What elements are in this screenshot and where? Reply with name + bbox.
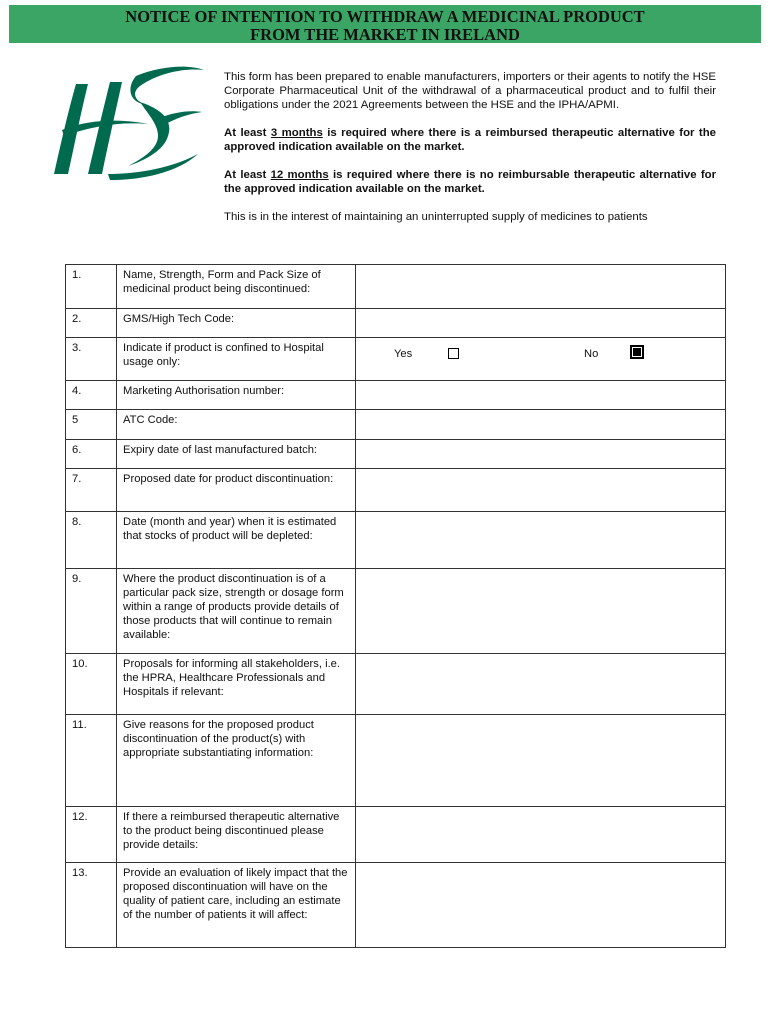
table-row bbox=[66, 265, 726, 309]
impact-evaluation-field[interactable] bbox=[356, 863, 726, 948]
atc-code-field[interactable] bbox=[356, 410, 726, 440]
table-row bbox=[66, 512, 726, 569]
table-row bbox=[66, 807, 726, 863]
row-label: Provide an evaluation of likely impact that the proposed discontinuation will have on the quality of patient care, including an estimate of the number of patients it will affect: bbox=[117, 863, 356, 948]
row-label: Where the product discontinuation is of a particular pack size, strength or dosage form within a range of products provide details of those products that will continue to remain available: bbox=[117, 569, 356, 654]
table-row bbox=[66, 469, 726, 512]
table-row bbox=[66, 715, 726, 807]
yes-checkbox[interactable] bbox=[448, 348, 459, 359]
row-label: Proposals for informing all stakeholders, i.e. the HPRA, Healthcare Professionals and Hospitals if relevant: bbox=[117, 654, 356, 715]
row-number: 10. bbox=[66, 654, 117, 715]
row-label: Proposed date for product discontinuation: bbox=[117, 469, 356, 512]
row-number: 8. bbox=[66, 512, 117, 569]
no-checkbox[interactable] bbox=[630, 345, 644, 359]
row-label: If there a reimbursed therapeutic alternative to the product being discontinued please provide details: bbox=[117, 807, 356, 863]
row-number: 1. bbox=[66, 265, 117, 309]
proposed-date-field[interactable] bbox=[356, 469, 726, 512]
row-number: 13. bbox=[66, 863, 117, 948]
table-row bbox=[66, 410, 726, 440]
title-line-2: FROM THE MARKET IN IRELAND bbox=[250, 25, 520, 44]
marketing-authorisation-field[interactable] bbox=[356, 381, 726, 410]
three-month-notice: At least 3 months is required where there is a reimbursed therapeutic alternative for the approved indication available on the market. bbox=[224, 127, 716, 153]
table-row bbox=[66, 569, 726, 654]
supply-note: This is in the interest of maintaining an uninterrupted supply of medicines to patients bbox=[224, 211, 648, 223]
row-label: Date (month and year) when it is estimated that stocks of product will be depleted: bbox=[117, 512, 356, 569]
row-label: ATC Code: bbox=[117, 410, 356, 440]
product-name-field[interactable] bbox=[356, 265, 726, 309]
row-label: Give reasons for the proposed product discontinuation of the product(s) with appropriate substantiating information: bbox=[117, 715, 356, 807]
row-number: 9. bbox=[66, 569, 117, 654]
remaining-products-field[interactable] bbox=[356, 569, 726, 654]
table-row bbox=[66, 309, 726, 338]
form-title bbox=[9, 5, 761, 43]
withdrawal-form-table bbox=[65, 264, 726, 948]
row-label: Name, Strength, Form and Pack Size of medicinal product being discontinued: bbox=[117, 265, 356, 309]
row-number: 2. bbox=[66, 309, 117, 338]
gms-code-field[interactable] bbox=[356, 309, 726, 338]
yes-label: Yes bbox=[394, 348, 413, 360]
row-label: Expiry date of last manufactured batch: bbox=[117, 440, 356, 469]
expiry-date-field[interactable] bbox=[356, 440, 726, 469]
table-row bbox=[66, 381, 726, 410]
row-label: GMS/High Tech Code: bbox=[117, 309, 356, 338]
hse-logo bbox=[48, 62, 208, 182]
table-row bbox=[66, 863, 726, 948]
hospital-only-field bbox=[356, 338, 726, 381]
row-number: 3. bbox=[66, 338, 117, 381]
row-number: 5 bbox=[66, 410, 117, 440]
row-label: Indicate if product is confined to Hospital usage only: bbox=[117, 338, 356, 381]
table-row bbox=[66, 338, 726, 381]
row-number: 6. bbox=[66, 440, 117, 469]
no-label: No bbox=[584, 348, 599, 360]
row-number: 4. bbox=[66, 381, 117, 410]
intro-text bbox=[224, 70, 716, 224]
twelve-month-notice: At least 12 months is required where there is no reimbursable therapeutic alternative for the approved indication available on the market. bbox=[224, 169, 717, 195]
therapeutic-alternative-field[interactable] bbox=[356, 807, 726, 863]
table-row bbox=[66, 654, 726, 715]
table-row bbox=[66, 440, 726, 469]
reasons-field[interactable] bbox=[356, 715, 726, 807]
stock-depletion-field[interactable] bbox=[356, 512, 726, 569]
row-number: 12. bbox=[66, 807, 117, 863]
row-label: Marketing Authorisation number: bbox=[117, 381, 356, 410]
row-number: 7. bbox=[66, 469, 117, 512]
row-number: 11. bbox=[66, 715, 117, 807]
stakeholder-proposals-field[interactable] bbox=[356, 654, 726, 715]
title-line-1: NOTICE OF INTENTION TO WITHDRAW A MEDICINAL PRODUCT bbox=[125, 7, 645, 26]
intro-paragraph: This form has been prepared to enable manufacturers, importers or their agents to notify the HSE Corporate Pharmaceutical Unit of the withdrawal of a pharmaceutical product and to fulfil their obligations under the 2021 Agreements between the HSE and the IPHA/APMI. bbox=[224, 71, 716, 111]
